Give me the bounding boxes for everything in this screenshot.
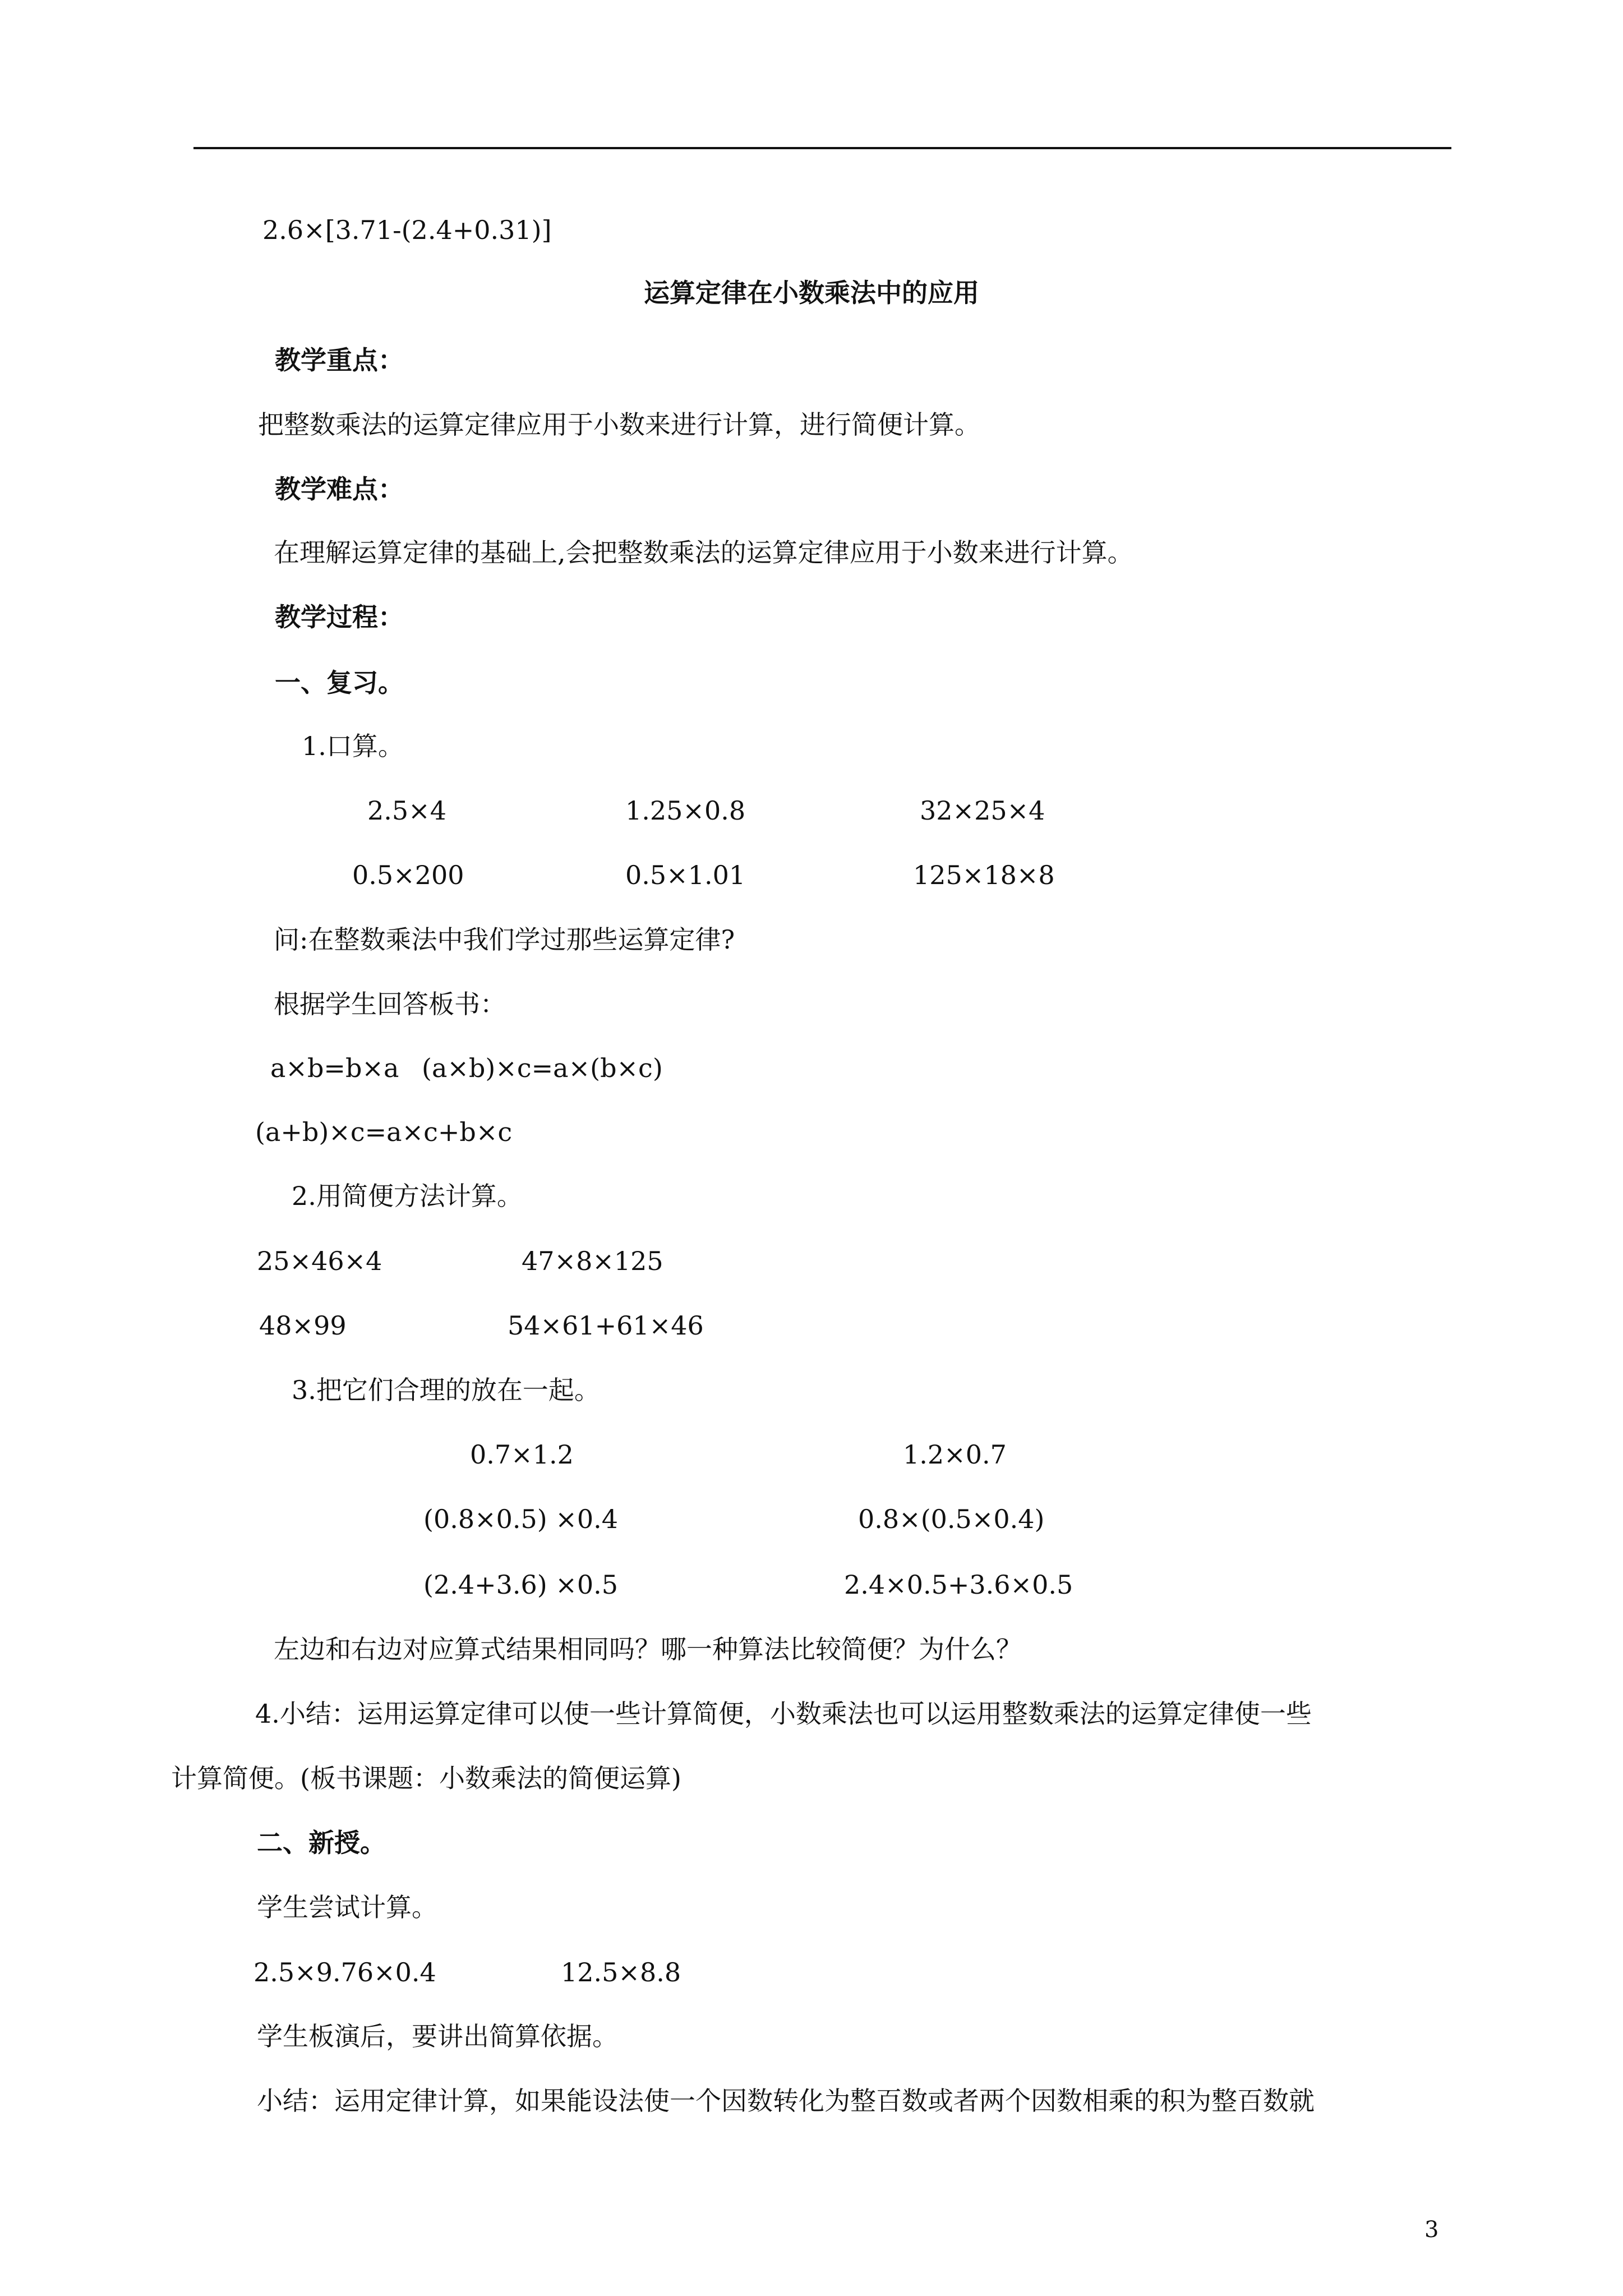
oral-item: 0.5×1.01 bbox=[625, 860, 746, 890]
summary-line-2: 计算简便。(板书课题：小数乘法的简便运算) bbox=[171, 1763, 681, 1793]
together-left-item: (0.8×0.5) ×0.4 bbox=[423, 1504, 619, 1534]
simplify-item: 54×61+61×46 bbox=[508, 1310, 704, 1341]
conclusion-text: 小结：运用定律计算，如果能设法使一个因数转化为整百数或者两个因数相乘的积为整百数就 bbox=[257, 2086, 1315, 2116]
oral-item: 1.25×0.8 bbox=[625, 795, 746, 826]
together-left-item: 0.7×1.2 bbox=[470, 1439, 574, 1470]
law-associative: (a×b)×c=a×(b×c) bbox=[422, 1053, 663, 1083]
law-distributive: (a+b)×c=a×c+b×c bbox=[255, 1117, 513, 1147]
board-intro: 根据学生回答板书： bbox=[274, 989, 506, 1019]
new-heading: 二、新授。 bbox=[257, 1828, 386, 1858]
compare-question: 左边和右边对应算式结果相同吗？哪一种算法比较简便？为什么？ bbox=[274, 1634, 1022, 1664]
focus-text: 把整数乘法的运算定律应用于小数来进行计算，进行简便计算。 bbox=[258, 409, 980, 440]
process-heading: 教学过程： bbox=[275, 602, 404, 632]
top-expression: 2.6×[3.71-(2.4+0.31)] bbox=[262, 215, 552, 245]
simplify-item: 25×46×4 bbox=[257, 1246, 382, 1276]
together-left-item: (2.4+3.6) ×0.5 bbox=[423, 1570, 619, 1600]
try-expression: 12.5×8.8 bbox=[561, 1957, 681, 1987]
together-right-item: 1.2×0.7 bbox=[903, 1439, 1007, 1470]
simplify-item: 48×99 bbox=[259, 1310, 347, 1341]
law-commutative: a×b=b×a bbox=[270, 1053, 399, 1083]
oral-item: 0.5×200 bbox=[352, 860, 464, 890]
difficulty-heading: 教学难点： bbox=[275, 474, 404, 504]
focus-heading: 教学重点： bbox=[275, 345, 404, 375]
oral-item: 32×25×4 bbox=[920, 795, 1045, 826]
oral-item: 125×18×8 bbox=[913, 860, 1055, 890]
review-heading: 一、复习。 bbox=[275, 668, 404, 698]
try-text: 学生尝试计算。 bbox=[257, 1892, 437, 1922]
board-text: 学生板演后，要讲出简算依据。 bbox=[257, 2021, 618, 2051]
oral-label: 1.口算。 bbox=[302, 731, 404, 761]
try-expression: 2.5×9.76×0.4 bbox=[253, 1957, 436, 1987]
section-title: 运算定律在小数乘法中的应用 bbox=[644, 278, 979, 308]
question-text: 问:在整数乘法中我们学过那些运算定律? bbox=[274, 924, 735, 955]
header-rule bbox=[193, 147, 1451, 149]
together-right-item: 0.8×(0.5×0.4) bbox=[858, 1504, 1045, 1534]
simplify-item: 47×8×125 bbox=[522, 1246, 663, 1276]
together-right-item: 2.4×0.5+3.6×0.5 bbox=[844, 1570, 1073, 1600]
difficulty-text: 在理解运算定律的基础上,会把整数乘法的运算定律应用于小数来进行计算。 bbox=[274, 537, 1133, 568]
oral-item: 2.5×4 bbox=[367, 795, 446, 826]
page-number: 3 bbox=[1424, 2217, 1439, 2243]
simplify-label: 2.用简便方法计算。 bbox=[292, 1181, 523, 1211]
together-label: 3.把它们合理的放在一起。 bbox=[292, 1375, 600, 1405]
summary-line-1: 4.小结：运用运算定律可以使一些计算简便，小数乘法也可以运用整数乘法的运算定律使一些 bbox=[255, 1699, 1312, 1729]
